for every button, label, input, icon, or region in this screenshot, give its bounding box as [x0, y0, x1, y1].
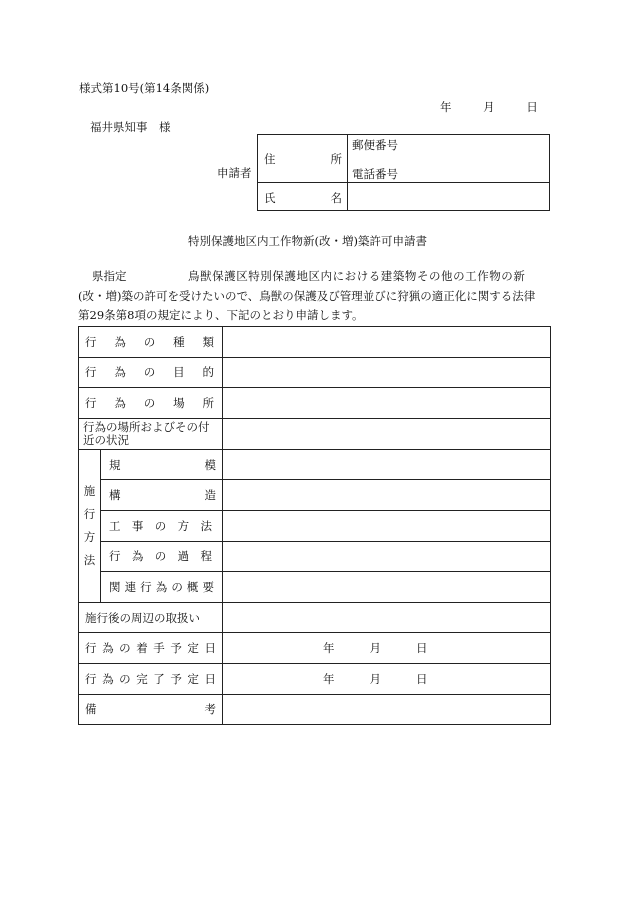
- table-row: [79, 480, 551, 511]
- row-label-location-status: 行為の場所およびその付近の状況: [79, 418, 223, 449]
- label-char: 日: [204, 671, 216, 686]
- label-char: 行: [85, 641, 97, 656]
- section-label-method: [79, 449, 101, 602]
- label-char: 場: [173, 395, 185, 410]
- label-char: 完: [136, 671, 148, 686]
- label-char: 所: [330, 152, 342, 166]
- phone-label: 電話番号: [352, 167, 398, 181]
- label-char: の: [143, 334, 156, 349]
- label-char: 模: [204, 457, 216, 472]
- label-char: 了: [153, 671, 165, 686]
- label-char: 事: [131, 518, 144, 533]
- label-char: の: [171, 579, 183, 594]
- row-label: 施行後の周辺の取扱い: [79, 602, 223, 633]
- divider: [347, 135, 348, 210]
- value-cell[interactable]: [223, 449, 551, 480]
- divider: [258, 182, 549, 183]
- label-char: 予: [170, 641, 182, 656]
- end-date-cell[interactable]: [223, 663, 551, 694]
- sub-row-label: [101, 541, 223, 572]
- table-row: [79, 572, 551, 603]
- label-char: 氏: [264, 191, 276, 205]
- label-char: 為: [114, 365, 126, 380]
- date-year-label: 年: [440, 100, 452, 114]
- table-row: [79, 357, 551, 388]
- label-char: 為: [102, 641, 114, 656]
- body-line: (改・増)築の許可を受けたいので、鳥獣の保護及び管理並びに狩猟の適正化に関する法律: [78, 289, 536, 303]
- label-char: 住: [264, 152, 276, 166]
- row-label: [79, 388, 223, 419]
- label-char: 為: [131, 549, 144, 564]
- table-row: [79, 663, 551, 694]
- label-char: 関: [109, 579, 121, 594]
- label-char: 名: [330, 191, 342, 205]
- date-month-label: 月: [369, 641, 381, 656]
- label-char: の: [143, 365, 156, 380]
- label-char: の: [119, 641, 131, 656]
- label-char: 施: [83, 483, 96, 498]
- value-cell[interactable]: [223, 388, 551, 419]
- label-char: 行: [85, 365, 97, 380]
- value-cell[interactable]: [223, 418, 551, 449]
- label-char: 行: [140, 579, 152, 594]
- label-char: 備: [85, 702, 97, 717]
- sub-row-label: [101, 449, 223, 480]
- label-char: 方: [83, 529, 96, 544]
- label-char: 構: [109, 488, 121, 503]
- form-number: 様式第10号(第14条関係): [79, 81, 210, 95]
- date-day-label: 日: [416, 641, 428, 656]
- label-char: 所: [202, 395, 214, 410]
- body-line: 第29条第8項の規定により、下記のとおり申請します。: [78, 308, 364, 322]
- row-label: [79, 327, 223, 358]
- applicant-box: [257, 134, 550, 211]
- label-char: 方: [177, 518, 190, 533]
- label-char: 造: [204, 488, 216, 503]
- value-cell[interactable]: [223, 541, 551, 572]
- row-label: [79, 633, 223, 664]
- label-char: 法: [200, 518, 212, 533]
- date-day-label: 日: [416, 671, 428, 686]
- label-char: 工: [109, 518, 121, 533]
- value-cell[interactable]: [223, 602, 551, 633]
- table-row: [79, 510, 551, 541]
- value-cell[interactable]: [223, 694, 551, 725]
- label-char: 種: [173, 334, 185, 349]
- designation-label: 県指定: [92, 269, 127, 283]
- label-char: 行: [109, 549, 121, 564]
- label-char: 定: [187, 641, 199, 656]
- date-year-label: 年: [323, 671, 335, 686]
- table-row: [79, 449, 551, 480]
- date-month-label: 月: [483, 100, 495, 114]
- label-char: 行: [83, 506, 96, 521]
- label-char: の: [154, 549, 167, 564]
- label-char: 為: [102, 671, 114, 686]
- row-label-remarks: [79, 694, 223, 725]
- label-char: の: [154, 518, 167, 533]
- label-char: 程: [200, 549, 212, 564]
- date-day-label: 日: [526, 100, 538, 114]
- row-label: [79, 357, 223, 388]
- value-cell[interactable]: [223, 357, 551, 388]
- table-row: [79, 633, 551, 664]
- table-row: [79, 327, 551, 358]
- postal-label: 郵便番号: [352, 138, 398, 152]
- label-char: 定: [187, 671, 199, 686]
- date-month-label: 月: [369, 671, 381, 686]
- row-label: [79, 663, 223, 694]
- label-char: 連: [124, 579, 137, 594]
- sub-row-label: [101, 510, 223, 541]
- label-char: 予: [170, 671, 182, 686]
- application-table: [78, 326, 551, 725]
- table-row: [79, 694, 551, 725]
- label-char: 類: [202, 334, 214, 349]
- label-char: 考: [204, 702, 216, 717]
- label-char: 行: [85, 671, 97, 686]
- start-date-cell[interactable]: [223, 633, 551, 664]
- label-char: 法: [83, 552, 96, 567]
- addressee: 福井県知事 様: [90, 120, 171, 134]
- label-char: 行: [85, 395, 97, 410]
- header-date: [440, 99, 538, 115]
- label-char: 為: [114, 395, 126, 410]
- table-row: [79, 418, 551, 449]
- value-cell[interactable]: [223, 480, 551, 511]
- label-char: 要: [202, 579, 214, 594]
- label-char: 手: [153, 641, 165, 656]
- label-char: 規: [109, 457, 121, 472]
- sub-row-label: [101, 480, 223, 511]
- table-row: [79, 388, 551, 419]
- address-label: [264, 151, 342, 167]
- label-char: 着: [136, 641, 148, 656]
- label-char: 目: [173, 365, 185, 380]
- date-year-label: 年: [323, 641, 335, 656]
- label-char: 行: [85, 334, 97, 349]
- label-char: 為: [155, 579, 168, 594]
- value-cell[interactable]: [223, 327, 551, 358]
- value-cell[interactable]: [223, 510, 551, 541]
- label-char: 為: [114, 334, 126, 349]
- body-line: 鳥獣保護区特別保護地区内における建築物その他の工作物の新: [188, 269, 526, 283]
- label-char: 的: [202, 365, 214, 380]
- label-char: 日: [204, 641, 216, 656]
- sub-row-label: [101, 572, 223, 603]
- label-char: の: [119, 671, 131, 686]
- name-label: [264, 190, 342, 206]
- table-row: [79, 602, 551, 633]
- document-title: 特別保護地区内工作物新(改・増)築許可申請書: [188, 234, 427, 248]
- label-char: 過: [177, 549, 190, 564]
- applicant-label: 申請者: [217, 166, 252, 180]
- label-char: の: [143, 395, 156, 410]
- table-row: [79, 541, 551, 572]
- label-char: 概: [186, 579, 199, 594]
- value-cell[interactable]: [223, 572, 551, 603]
